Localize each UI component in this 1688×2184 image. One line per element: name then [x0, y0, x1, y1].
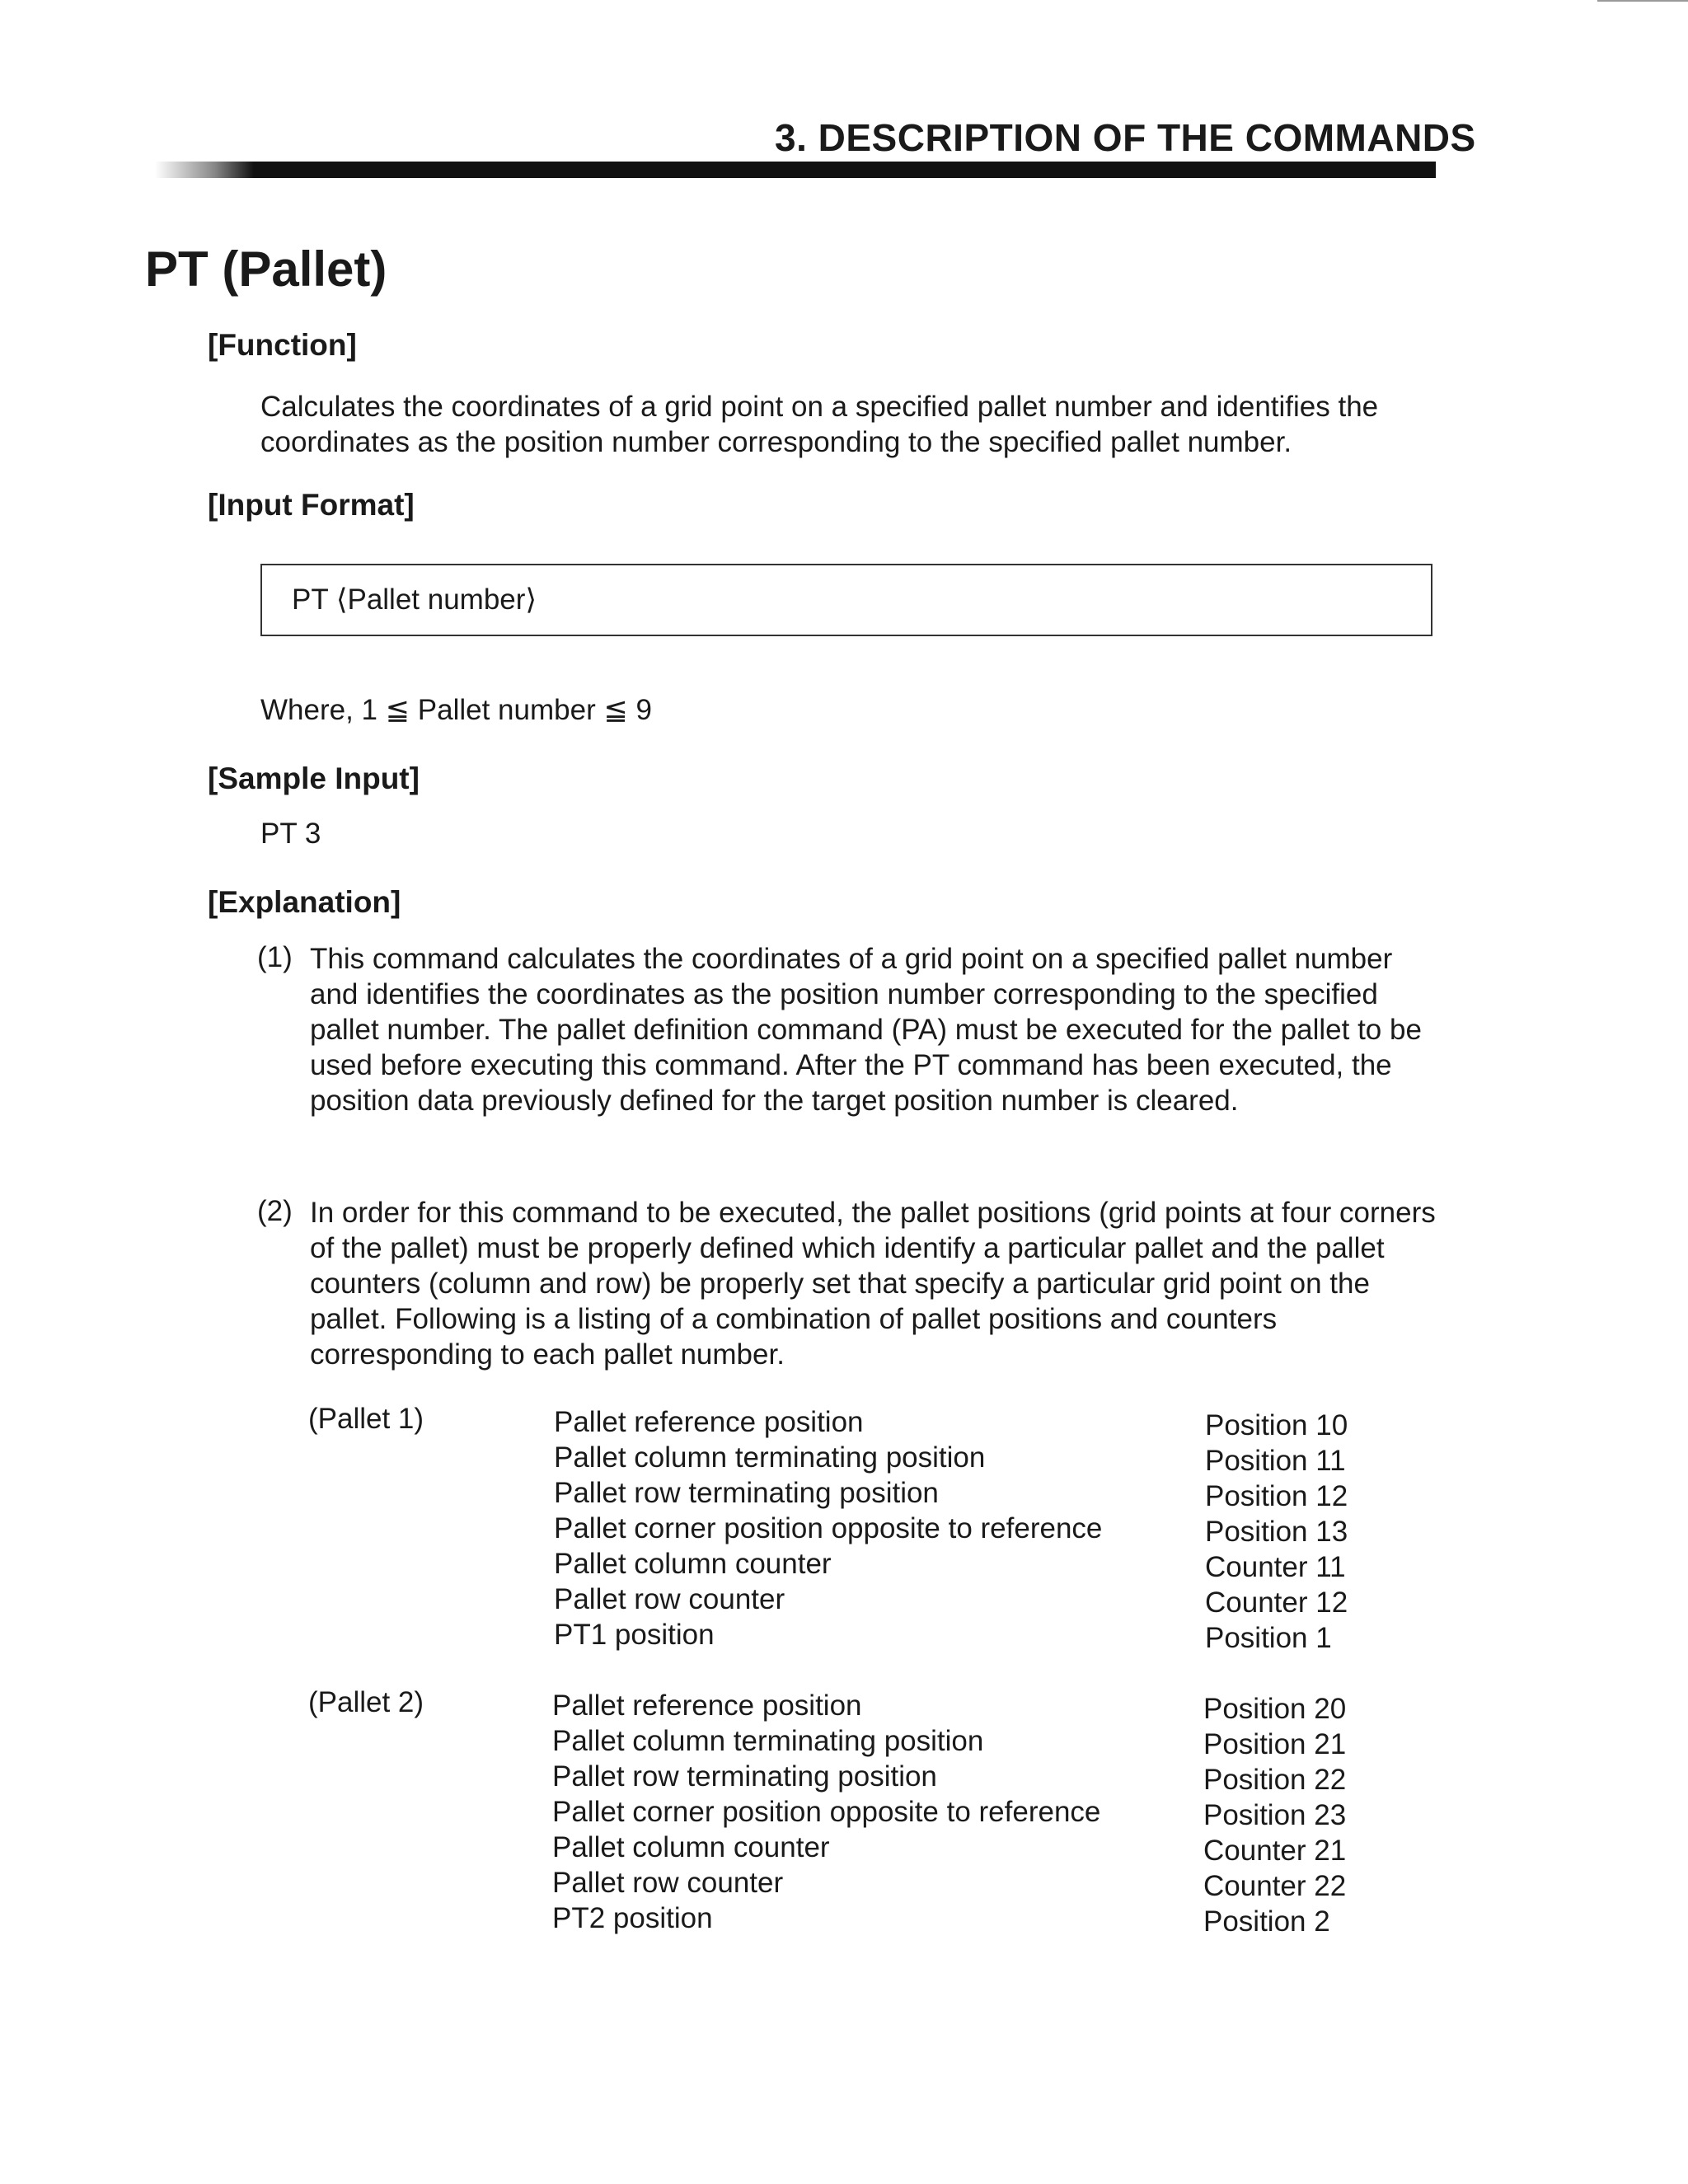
pallet-1-row-value: Position 13 — [1205, 1516, 1348, 1548]
explanation-item-1 — [257, 941, 1437, 1155]
pallet-2-row-desc: Pallet row counter — [552, 1867, 784, 1899]
pallet-1-row-desc: Pallet corner position opposite to reference — [554, 1512, 1103, 1544]
scan-edge-line — [1597, 0, 1688, 2]
explanation-item-text: In order for this command to be executed, the pallet positions (grid points at four corners of the pallet) must be properly defined which identify a particular pallet and the pallet counters (column and row) be properly set that specify a particular grid point on the pallet. Following is a listing of a combination of pallet positions and counters corresponding to each pallet number. — [310, 1197, 1436, 1371]
pallet-2-row-desc: Pallet reference position — [552, 1690, 862, 1722]
pallet-2-row-value: Counter 21 — [1203, 1835, 1347, 1867]
pallet-2-row-value: Position 21 — [1203, 1728, 1347, 1760]
pallet-2-row-desc: Pallet row terminating position — [552, 1760, 937, 1793]
input-format-heading: [Input Format] — [208, 488, 415, 522]
pallet-1-row-value: Position 12 — [1205, 1480, 1348, 1512]
pallet-1-row-desc: Pallet row counter — [554, 1583, 785, 1615]
pallet-2-row-value: Position 20 — [1203, 1693, 1347, 1725]
pallet-2-row-value: Position 2 — [1203, 1905, 1330, 1938]
explanation-item-2 — [257, 1195, 1437, 1376]
function-heading: [Function] — [208, 328, 357, 362]
header-rule — [155, 162, 1436, 178]
pallet-1-row-desc: PT1 position — [554, 1619, 715, 1651]
pallet-1-row-value: Position 11 — [1205, 1445, 1346, 1477]
function-text: Calculates the coordinates of a grid point on a specified pallet number and identifies the coordinates as the position number corresponding to the specified pallet number. — [260, 391, 1379, 458]
input-format-syntax: PT ⟨Pallet number⟩ — [292, 583, 537, 616]
pallet-2-row-desc: PT2 position — [552, 1902, 713, 1934]
pallet-1-label: (Pallet 1) — [308, 1403, 424, 1435]
explanation-item-text: This command calculates the coordinates of a grid point on a specified pallet number and identifies the coordinates as the position number corresponding to the specified pallet number. The pallet definition command (PA) must be executed for the pallet to be used before executing this command. After the PT command has been executed, the position data previously defined for the target position number is cleared. — [310, 943, 1422, 1117]
pallet-1-row-desc: Pallet reference position — [554, 1406, 864, 1438]
pallet-1-row-value: Position 1 — [1205, 1622, 1332, 1654]
section-header-title: 3. DESCRIPTION OF THE COMMANDS — [775, 116, 1476, 159]
explanation-item-number: (2) — [257, 1195, 293, 1227]
pallet-1-row-desc: Pallet row terminating position — [554, 1477, 939, 1509]
pallet-1-row-value: Counter 11 — [1205, 1551, 1346, 1583]
command-title: PT (Pallet) — [145, 241, 387, 297]
pallet-1-row-desc: Pallet column terminating position — [554, 1441, 986, 1474]
pallet-2-row-value: Position 23 — [1203, 1799, 1347, 1831]
pallet-2-row-desc: Pallet column terminating position — [552, 1725, 984, 1757]
pallet-1-row-value: Position 10 — [1205, 1409, 1348, 1441]
pallet-number-range: Where, 1 ≦ Pallet number ≦ 9 — [260, 694, 652, 726]
pallet-1-row-value: Counter 12 — [1205, 1586, 1348, 1619]
pallet-2-label: (Pallet 2) — [308, 1686, 424, 1718]
pallet-2-row-desc: Pallet column counter — [552, 1831, 830, 1863]
explanation-heading: [Explanation] — [208, 885, 401, 919]
pallet-2-row-desc: Pallet corner position opposite to reference — [552, 1796, 1101, 1828]
explanation-item-number: (1) — [257, 941, 293, 973]
pallet-2-row-value: Counter 22 — [1203, 1870, 1347, 1902]
pallet-1-row-desc: Pallet column counter — [554, 1548, 832, 1580]
sample-input-heading: [Sample Input] — [208, 762, 420, 795]
sample-input-text: PT 3 — [260, 818, 321, 850]
pallet-2-row-value: Position 22 — [1203, 1764, 1347, 1796]
